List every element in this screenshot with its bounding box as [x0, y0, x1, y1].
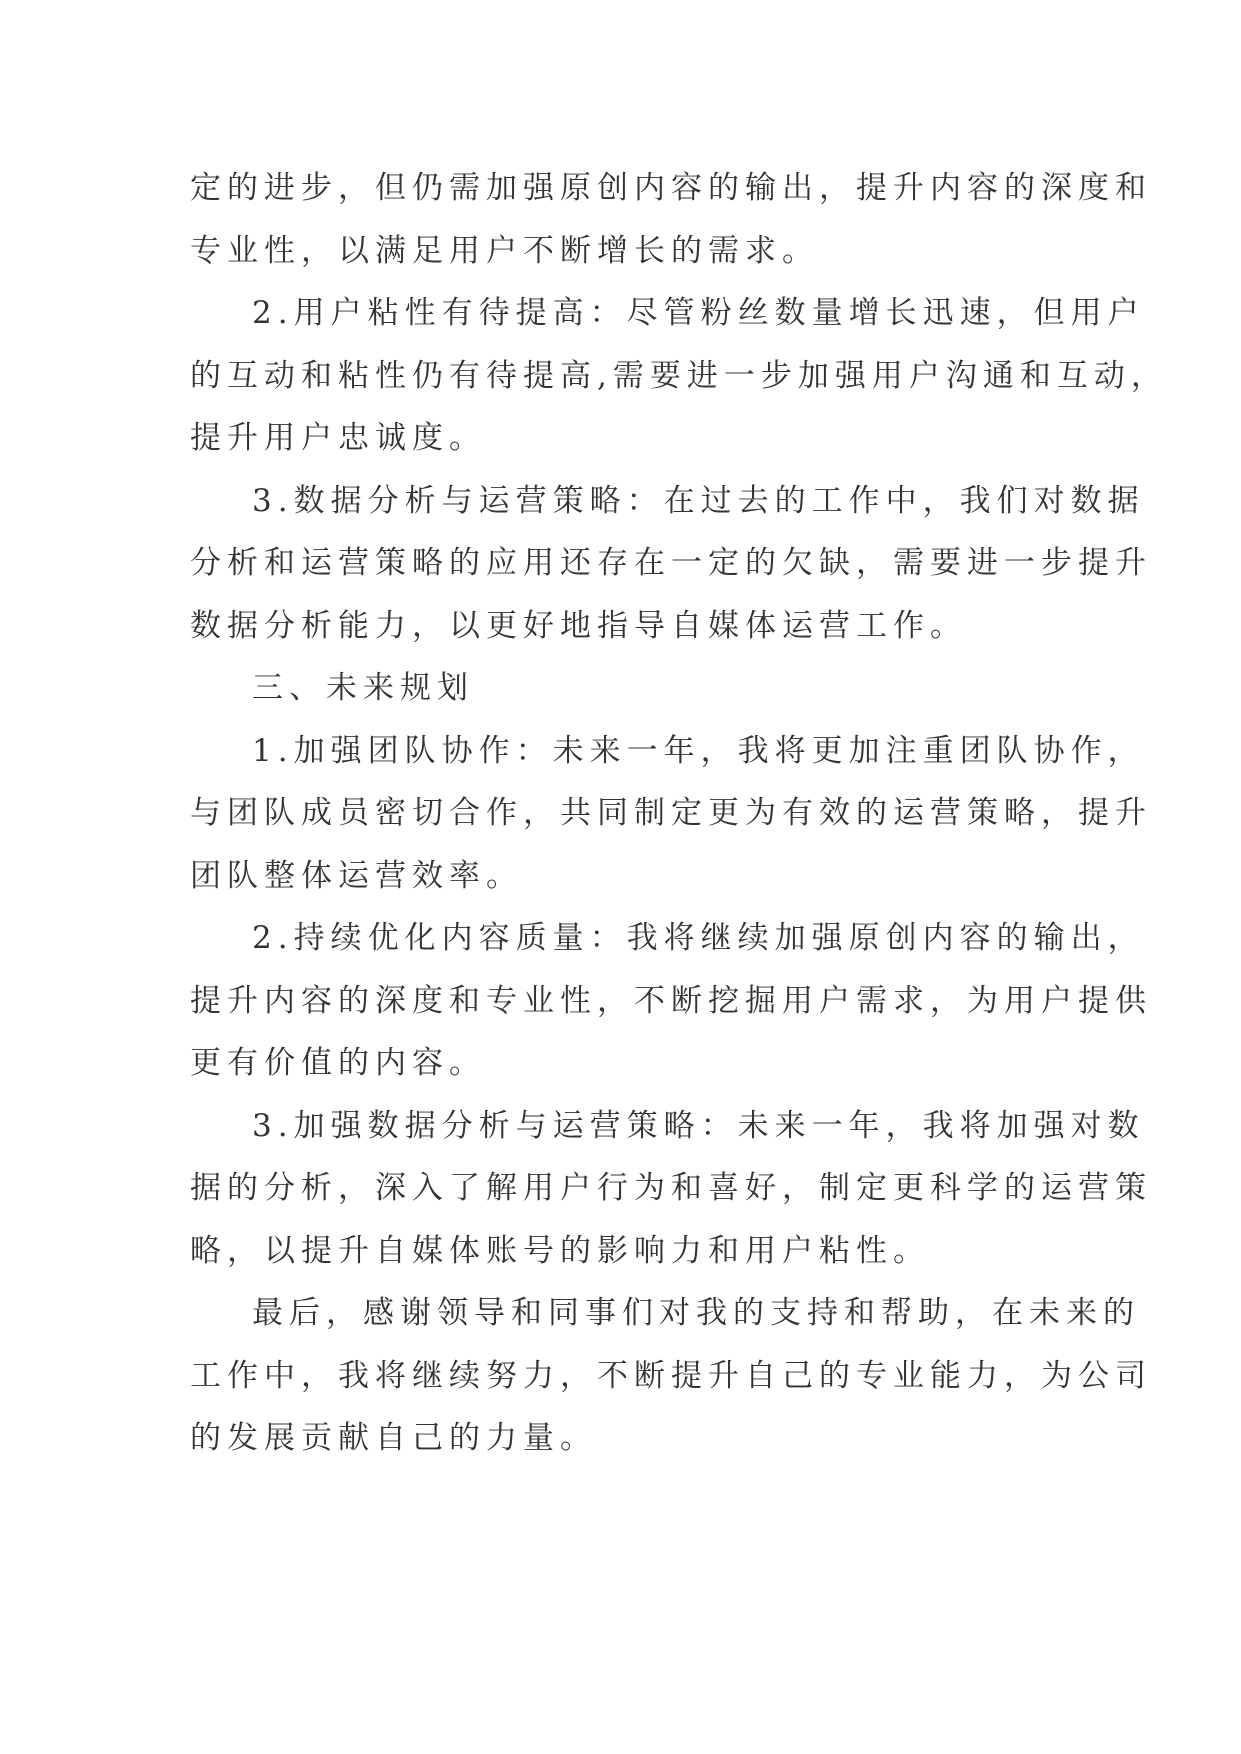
document-body — [190, 157, 1168, 1470]
section-heading: 三、未来规划 — [252, 670, 474, 706]
text-line: 3.数据分析与运营策略：在过去的工作中，我们对数据 — [252, 482, 1145, 519]
text-line: 提升用户忠诚度。 — [190, 420, 486, 456]
text-line: 的互动和粘性仍有待提高,需要进一步加强用户沟通和互动， — [190, 357, 1168, 394]
text-line: 1.加强团队协作：未来一年，我将更加注重团队协作， — [252, 732, 1145, 769]
text-line: 提升内容的深度和专业性，不断挖掘用户需求，为用户提供 — [190, 982, 1152, 1019]
text-line: 略，以提升自媒体账号的影响力和用户粘性。 — [190, 1232, 930, 1269]
text-line: 工作中，我将继续努力，不断提升自己的专业能力，为公司 — [190, 1357, 1152, 1394]
text-line: 数据分析能力，以更好地指导自媒体运营工作。 — [190, 607, 967, 644]
text-line: 最后，感谢领导和同事们对我的支持和帮助，在未来的 — [252, 1295, 1140, 1331]
text-line: 的发展贡献自己的力量。 — [190, 1420, 597, 1456]
text-line: 与团队成员密切合作，共同制定更为有效的运营策略，提升 — [190, 795, 1152, 831]
text-line: 3.加强数据分析与运营策略：未来一年，我将加强对数 — [252, 1107, 1145, 1144]
text-line: 团队整体运营效率。 — [190, 857, 523, 894]
text-line: 更有价值的内容。 — [190, 1045, 486, 1081]
text-line: 定的进步，但仍需加强原创内容的输出，提升内容的深度和 — [190, 170, 1152, 206]
text-line: 据的分析，深入了解用户行为和喜好，制定更科学的运营策 — [190, 1170, 1152, 1206]
text-line: 2.持续优化内容质量：我将继续加强原创内容的输出， — [252, 920, 1145, 956]
text-line: 专业性，以满足用户不断增长的需求。 — [190, 232, 819, 269]
text-line: 2.用户粘性有待提高：尽管粉丝数量增长迅速，但用户 — [252, 295, 1145, 331]
text-line: 分析和运营策略的应用还存在一定的欠缺，需要进一步提升 — [190, 545, 1152, 581]
